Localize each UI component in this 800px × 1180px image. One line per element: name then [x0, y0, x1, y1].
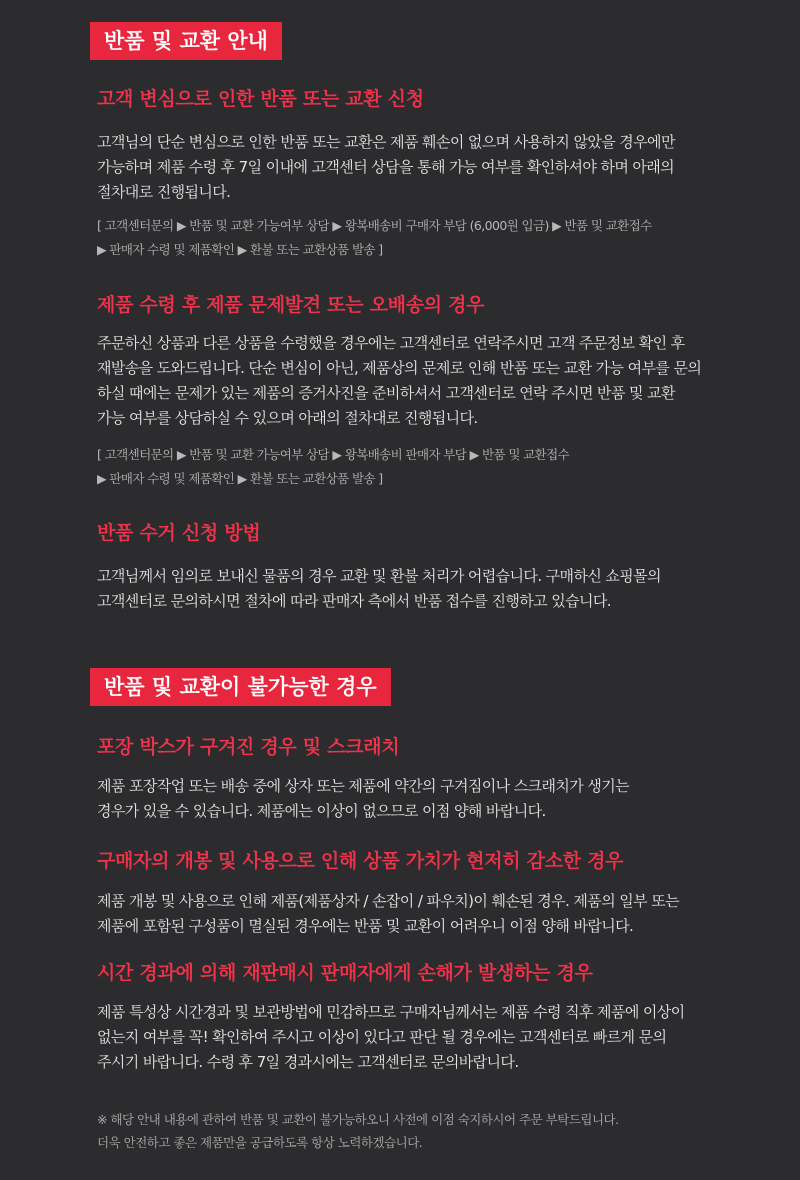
heading-pickup-request: 반품 수거 신청 방법 — [97, 522, 261, 544]
note-line: ※ 해당 안내 내용에 관하여 반품 및 교환이 불가능하오니 사전에 이점 숙지하시어 주문 부탁드립니다. — [97, 1112, 619, 1127]
text-line: 고객님께서 임의로 보내신 물품의 경우 교환 및 환불 처리가 어렵습니다. 구매하신 쇼핑몰의 — [97, 567, 661, 585]
paragraph-box-damage — [97, 774, 717, 824]
section-badge-return-exchange: 반품 및 교환 안내 — [90, 22, 282, 60]
paragraph-pickup — [97, 564, 717, 614]
heading-opened-used: 구매자의 개봉 및 사용으로 인해 상품 가치가 현저히 감소한 경우 — [97, 850, 624, 872]
text-line: 제품 개봉 및 사용으로 인해 제품(제품상자 / 손잡이 / 파우치)이 훼손된 경우. 제품의 일부 또는 — [97, 892, 679, 910]
paragraph-opened-used — [97, 889, 717, 939]
text-line: 제품 포장작업 또는 배송 중에 상자 또는 제품에 약간의 구겨짐이나 스크래치가 생기는 — [97, 777, 630, 795]
text-line: 없는지 여부를 꼭! 확인하여 주시고 이상이 있다고 판단 될 경우에는 고객센터로 빠르게 문의 — [97, 1028, 667, 1046]
text-line: 고객님의 단순 변심으로 인한 반품 또는 교환은 제품 훼손이 없으며 사용하지 않았을 경우에만 — [97, 133, 675, 151]
heading-box-damage: 포장 박스가 구겨진 경우 및 스크래치 — [97, 736, 400, 758]
text-line: 제품에 포함된 구성품이 멸실된 경우에는 반품 및 교환이 어려우니 이점 양해 바랍니다. — [97, 917, 634, 935]
paragraph-change-of-mind — [97, 130, 717, 205]
heading-time-elapsed: 시간 경과에 의해 재판매시 판매자에게 손해가 발생하는 경우 — [97, 962, 593, 984]
text-line: 경우가 있을 수 있습니다. 제품에는 이상이 없으므로 이점 양해 바랍니다. — [97, 802, 546, 820]
text-line: 절차대로 진행됩니다. — [97, 183, 231, 201]
text-line: 주시기 바랍니다. 수령 후 7일 경과시에는 고객센터로 문의바랍니다. — [97, 1053, 519, 1071]
process-line: ▶ 판매자 수령 및 제품확인 ▶ 환불 또는 교환상품 발송 ] — [97, 242, 383, 257]
note-line: 더욱 안전하고 좋은 제품만을 공급하도록 항상 노력하겠습니다. — [97, 1135, 423, 1150]
text-line: 가능하며 제품 수령 후 7일 이내에 고객센터 상담을 통해 가능 여부를 확인하셔야 하며 아래의 — [97, 158, 675, 176]
process-change-of-mind — [97, 214, 717, 262]
text-line: 고객센터로 문의하시면 절차에 따라 판매자 측에서 반품 접수를 진행하고 있습니다. — [97, 592, 611, 610]
process-defect — [97, 443, 717, 491]
paragraph-defect — [97, 331, 717, 431]
heading-change-of-mind: 고객 변심으로 인한 반품 또는 교환 신청 — [97, 88, 424, 110]
text-line: 제품 특성상 시간경과 및 보관방법에 민감하므로 구매자님께서는 제품 수령 직후 제품에 이상이 — [97, 1003, 685, 1021]
section-badge-not-allowed: 반품 및 교환이 불가능한 경우 — [90, 668, 391, 706]
process-line: [ 고객센터문의 ▶ 반품 및 교환 가능여부 상담 ▶ 왕복배송비 구매자 부담 (6,000원 입금) ▶ 반품 및 교환접수 — [97, 218, 652, 233]
text-line: 하실 때에는 문제가 있는 제품의 증거사진을 준비하셔서 고객센터로 연락 주시면 반품 및 교환 — [97, 384, 675, 402]
text-line: 주문하신 상품과 다른 상품을 수령했을 경우에는 고객센터로 연락주시면 고객 주문정보 확인 후 — [97, 334, 685, 352]
process-line: [ 고객센터문의 ▶ 반품 및 교환 가능여부 상담 ▶ 왕복배송비 판매자 부담 ▶ 반품 및 교환접수 — [97, 447, 570, 462]
process-line: ▶ 판매자 수령 및 제품확인 ▶ 환불 또는 교환상품 발송 ] — [97, 471, 383, 486]
heading-defect-or-misdelivery: 제품 수령 후 제품 문제발견 또는 오배송의 경우 — [97, 294, 485, 316]
text-line: 재발송을 도와드립니다. 단순 변심이 아닌, 제품상의 문제로 인해 반품 또는 교환 가능 여부를 문의 — [97, 359, 702, 377]
footnote — [97, 1108, 717, 1154]
text-line: 가능 여부를 상담하실 수 있으며 아래의 절차대로 진행됩니다. — [97, 409, 478, 427]
paragraph-time-elapsed — [97, 1000, 717, 1075]
